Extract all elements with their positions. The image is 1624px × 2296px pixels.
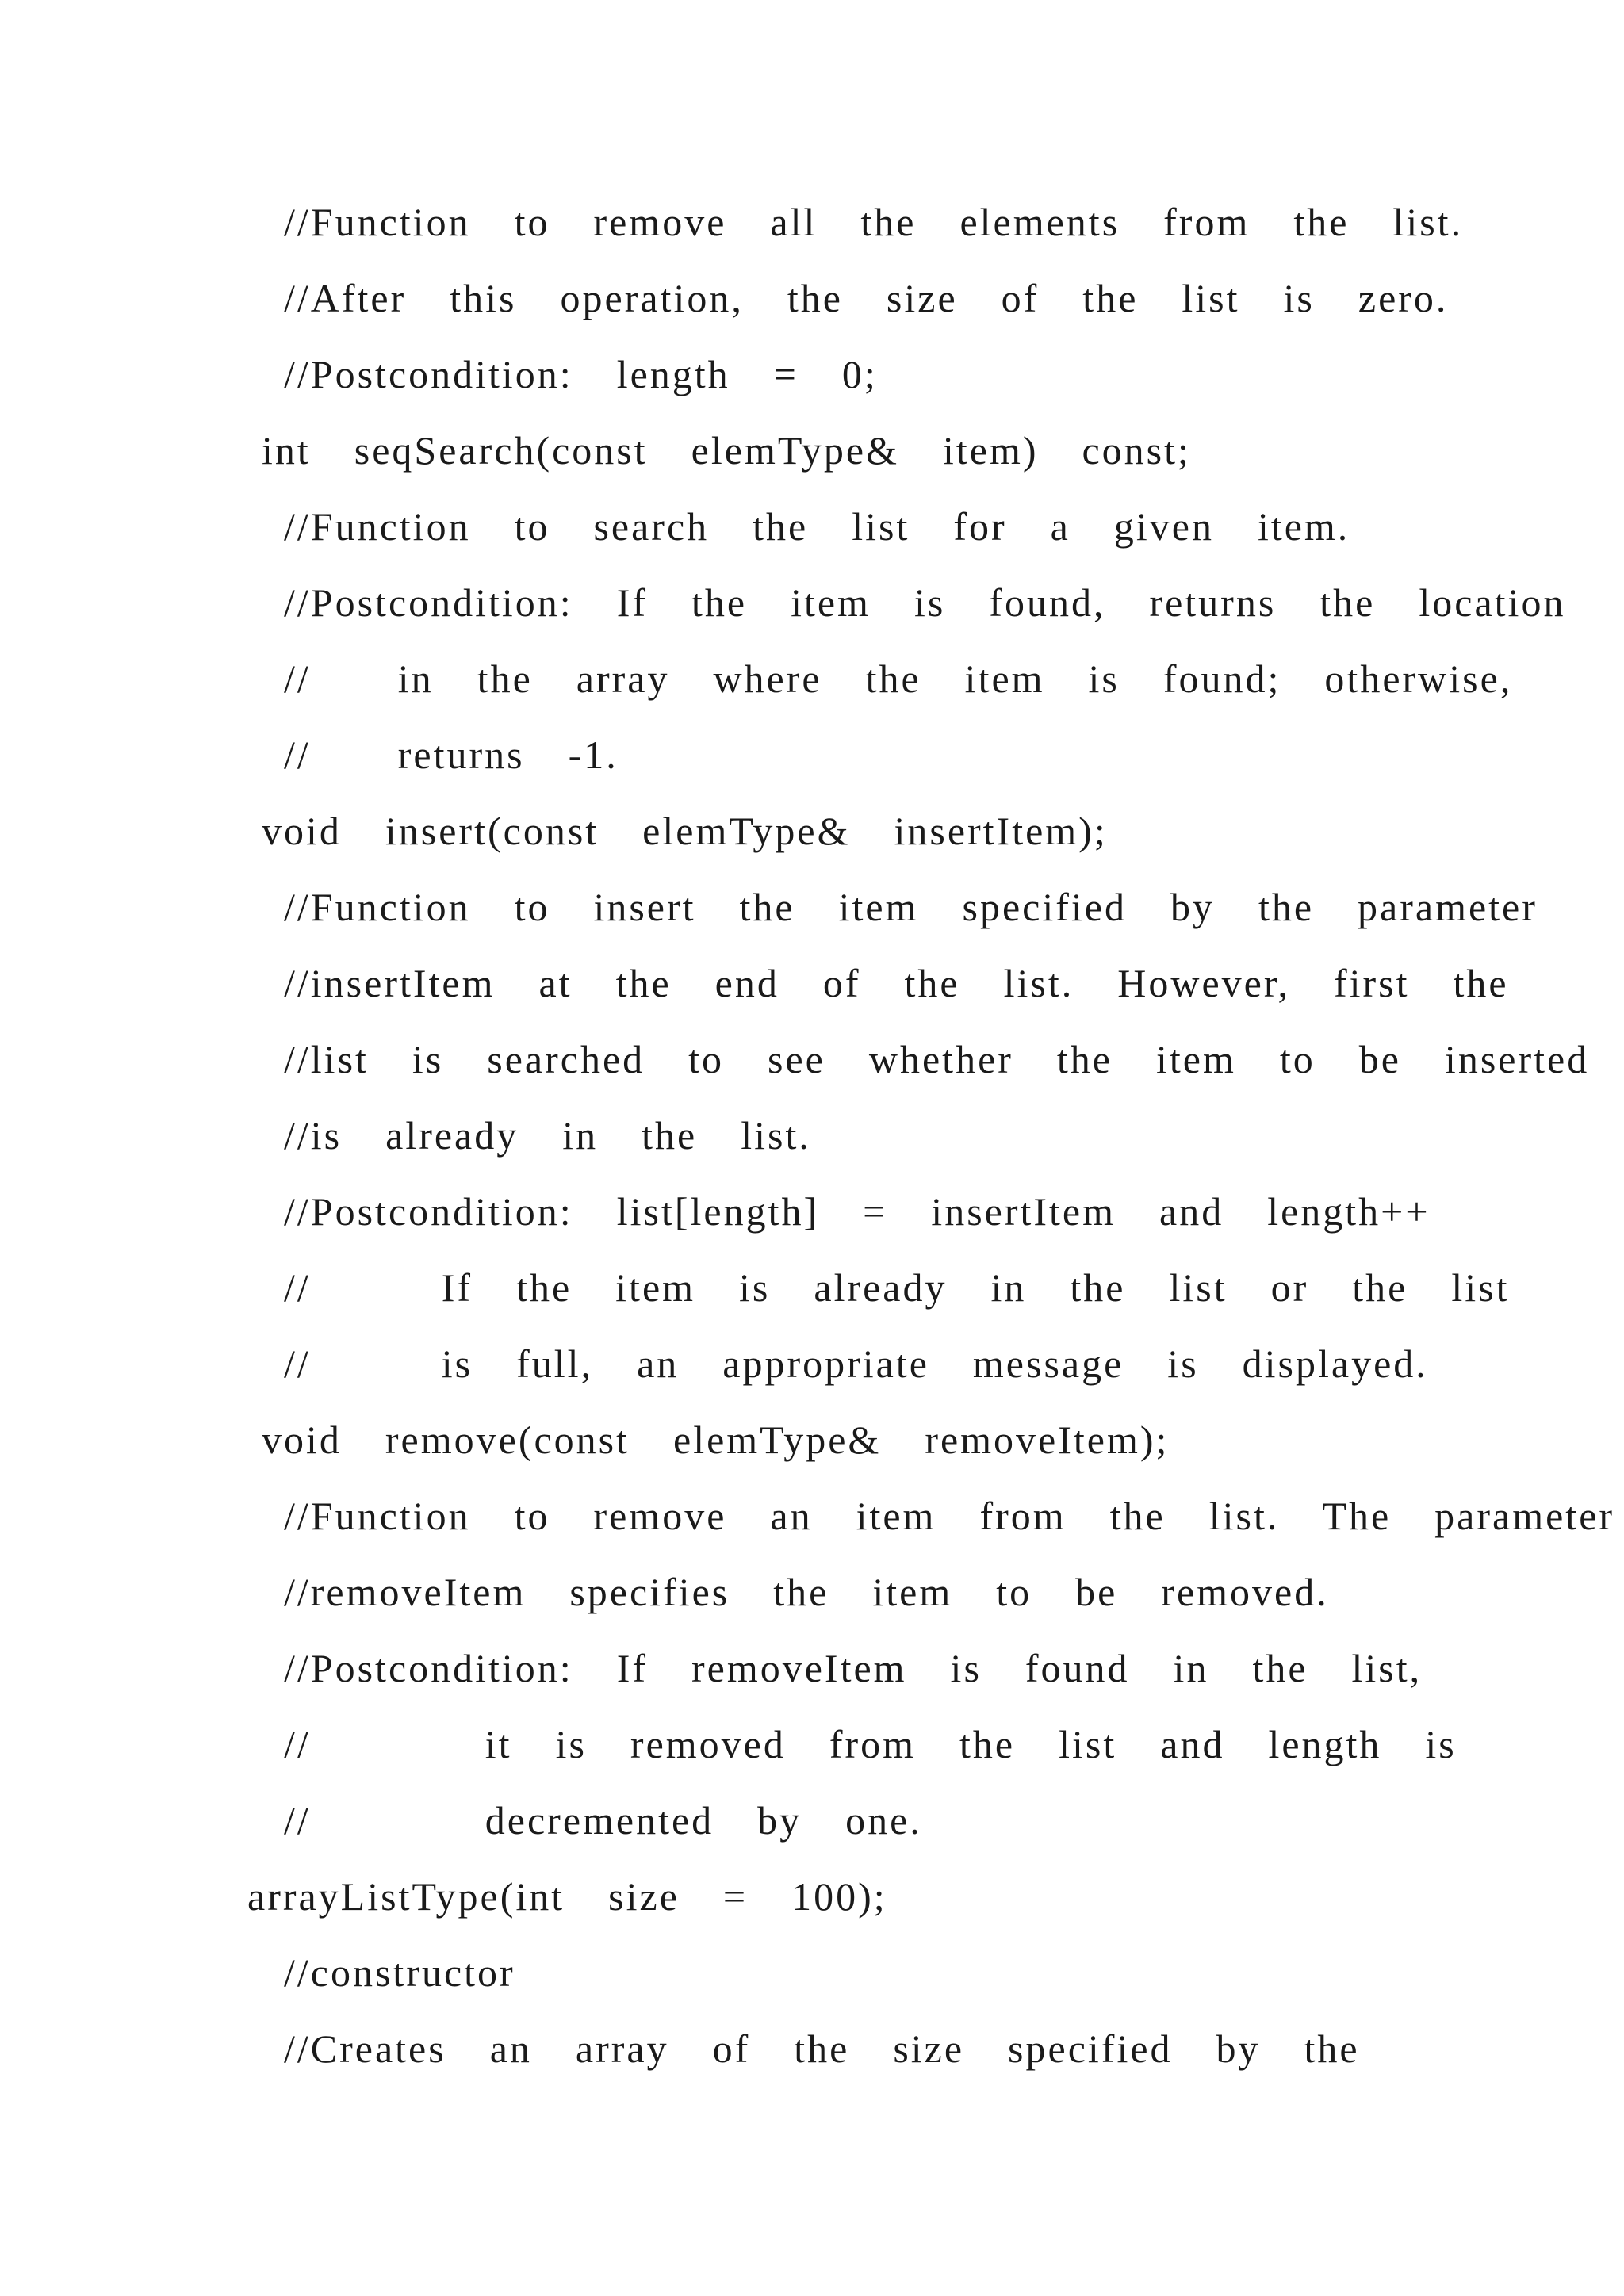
code-line: void remove(const elemType& removeItem); [262,1418,1170,1462]
code-line: // is full, an appropriate message is displayed. [284,1341,1428,1386]
code-line: //Postcondition: If removeItem is found in the list, [284,1646,1423,1690]
code-line: //After this operation, the size of the list is zero. [284,276,1449,320]
code-listing [0,184,1624,2087]
code-line: // If the item is already in the list or the list [284,1265,1510,1310]
code-line: // in the array where the item is found; otherwise, [284,656,1513,701]
code-line: arrayListType(int size = 100); [247,1874,887,1919]
code-line: int seqSearch(const elemType& item) const; [262,428,1191,473]
code-line: //Function to insert the item specified by the parameter [284,885,1538,929]
code-line: void insert(const elemType& insertItem); [262,809,1108,853]
code-line: //Postcondition: length = 0; [284,352,878,396]
code-line: // it is removed from the list and length is [284,1722,1457,1766]
code-line: //Function to remove all the elements from the list. [284,200,1464,244]
code-line: // returns -1. [284,733,619,777]
code-line: //Postcondition: If the item is found, returns the location [284,580,1566,625]
code-line: // decremented by one. [284,1798,922,1843]
code-line: //insertItem at the end of the list. However, first the [284,961,1509,1005]
code-line: //list is searched to see whether the item to be inserted [284,1037,1590,1081]
code-line: //Function to search the list for a given item. [284,504,1350,549]
code-line: //removeItem specifies the item to be removed. [284,1570,1329,1614]
code-line: //Function to remove an item from the list. The parameter [284,1494,1615,1538]
code-line: //is already in the list. [284,1113,811,1158]
code-line: //constructor [284,1950,515,1995]
code-line: //Creates an array of the size specified by the [284,2026,1360,2071]
code-line: //Postcondition: list[length] = insertItem and length++ [284,1189,1431,1234]
